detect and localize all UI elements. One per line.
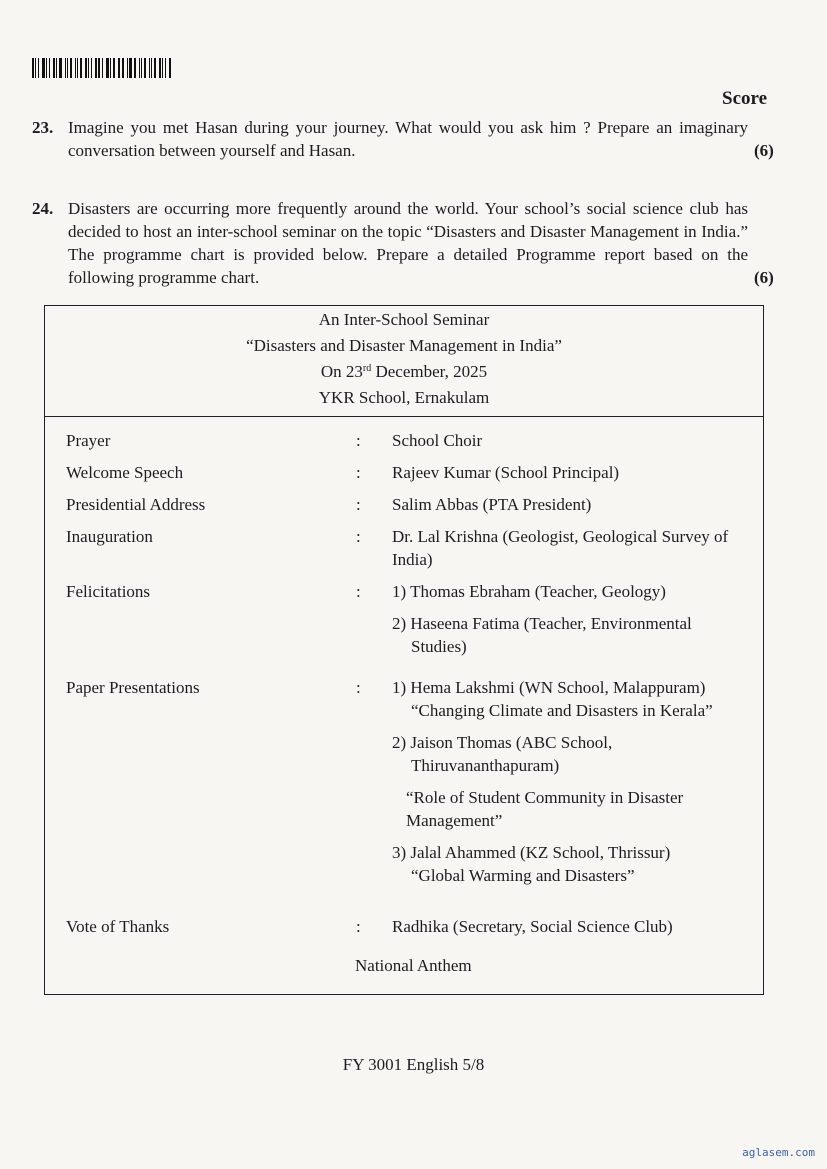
question-marks: (6) [754, 268, 774, 287]
page-footer: FY 3001 English 5/8 [342, 1055, 485, 1074]
question-number: 24. [32, 199, 54, 218]
watermark: aglasem.com [742, 1146, 815, 1159]
score-heading: Score [722, 88, 768, 109]
question-text: Disasters are occurring more frequently around the world. Your school’s social science club has decided to host an inter-school seminar on the topic “Disasters and Disaster Management in India.” The programme chart is provided below. Prepare a detailed Programme report based on the following programme chart. [68, 199, 748, 287]
seminar-topic: “Disasters and Disaster Management in India” [246, 336, 562, 355]
seminar-title: An Inter-School Seminar [318, 310, 490, 329]
seminar-venue: YKR School, Ernakulam [318, 388, 490, 407]
question-text: Imagine you met Hasan during your journey. What would you ask him ? Prepare an imaginary conversation between yourself and Hasan. [68, 118, 748, 160]
question-marks: (6) [754, 141, 774, 160]
question-number: 23. [32, 118, 54, 137]
programme-header [45, 306, 763, 417]
barcode [32, 58, 172, 78]
seminar-date: On 23rd December, 2025 [320, 362, 488, 381]
question-23 [32, 116, 774, 162]
programme-chart: An Inter-School Seminar “Disasters and Disaster Management in India” On 23rd December, 2025 YKR School, Ernakulam Prayer : School Choir Welcome Speech : Rajeev Kumar (School Principal) Presidential Address : Salim Abbas (PTA President) Inauguration : Dr. Lal Krishna (Geologist, Geological Survey of India) Felicitations : 1) Thomas Ebraham (Teacher, Geology) 2) Haseena Fatima (Teacher, Environmental Studies) Paper Presentations : 1) Hema Lakshmi (WN School, Malappuram) “Changing Climate and Disasters in Kerala” 2) Jaison Thomas (ABC School, Thiruvananthapuram) “Role of Student Community in Disaster Management” 3) Jalal Ahammed (KZ School, Thrissur) “Global Warming and Disasters” Vote of Thanks : Radhika (Secretary, Social Science Club) National Anthem [44, 305, 764, 995]
question-24 [32, 197, 774, 289]
